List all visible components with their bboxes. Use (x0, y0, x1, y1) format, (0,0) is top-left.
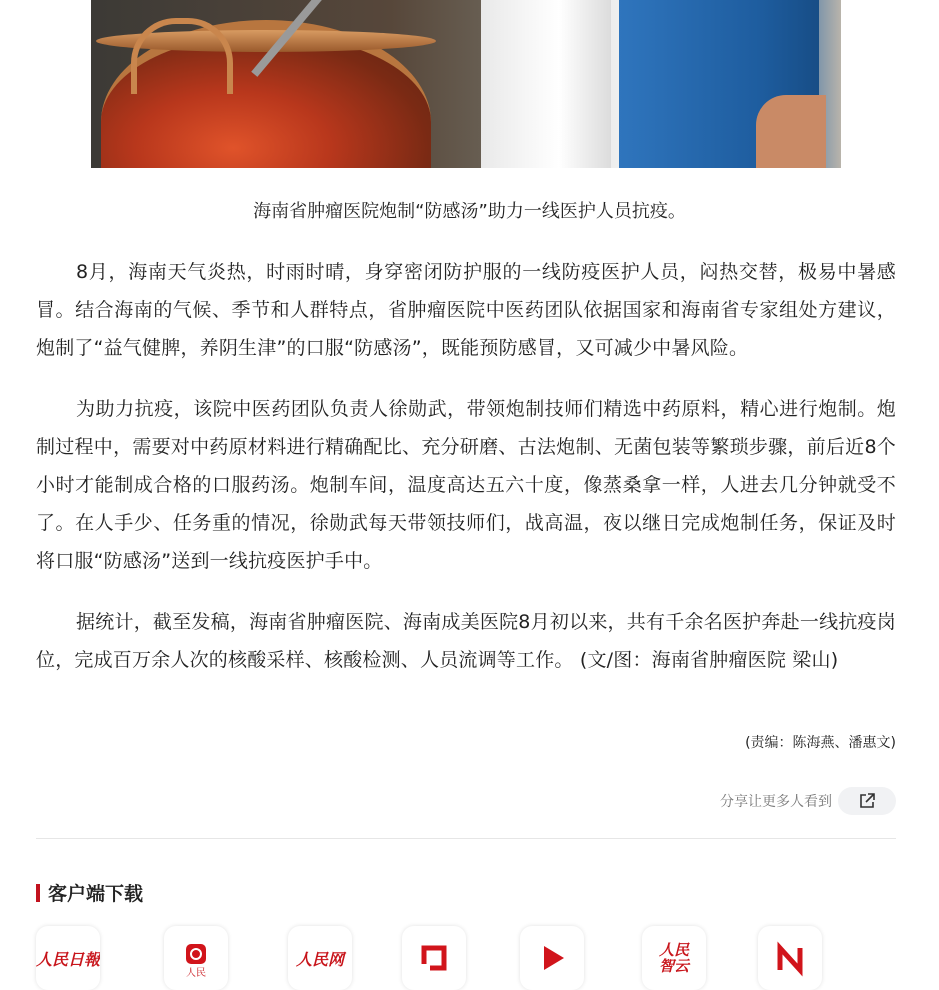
article-paragraph-2: 为助力抗疫，该院中医药团队负责人徐勋武，带领炮制技师们精选中药原料，精心进行炮制。炮制过程中，需要对中药原材料进行精确配比、充分研磨、古法炮制、无菌包装等繁琐步骤，前后近8个小时才能制成合格的口服药汤。炮制车间，温度高达五六十度，像蒸桑拿一样，人进去几分钟就受不了。在人手少、任务重的情况，徐勋武每天带领技师们，战高温，夜以继日完成炮制任务，保证及时将口服“防感汤”送到一线抗疫医护手中。 (36, 398, 896, 572)
people-cn-app[interactable] (288, 926, 352, 990)
article-paragraph-3: 据统计，截至发稿，海南省肿瘤医院、海南成美医院8月初以来，共有千余名医护奔赴一线抗疫岗位，完成百万余人次的核酸采样、核酸检测、人员流调等工作。 (文/图：海南省肿瘤医院 梁山) (36, 611, 896, 671)
people-zhiyun-logo: 人民 智云 (658, 941, 689, 975)
download-title-label: 客户端下载 (48, 883, 144, 905)
app-5[interactable] (520, 926, 584, 990)
download-section-title (36, 879, 143, 906)
article-photo (91, 0, 841, 168)
people-daily-app[interactable] (36, 926, 100, 990)
people-zhiyun-app[interactable] (642, 926, 706, 990)
app-download-list (36, 926, 896, 978)
people-daily-logo: 人民日報 (36, 949, 100, 969)
people-cn-logo: 人民网 (295, 949, 344, 969)
n-logo (770, 938, 810, 978)
share-label: 分享让更多人看到 (720, 794, 832, 810)
editor-credit: (责编：陈海燕、潘惠文) (745, 735, 896, 751)
share-external-icon (858, 792, 876, 810)
article-paragraph-1: 8月，海南天气炎热，时雨时晴，身穿密闭防护服的一线防疫医护人员，闷热交替，极易中暑感冒。结合海南的气候、季节和人群特点，省肿瘤医院中医药团队依据国家和海南省专家组处方建议，炮制了“益气健脾，养阴生津”的口服“防感汤”，既能预防感冒，又可减少中暑风险。 (36, 261, 896, 359)
red-frame-logo (414, 938, 454, 978)
svg-text:人民: 人民 (186, 968, 206, 978)
share-bar (720, 787, 896, 815)
title-accent-bar (36, 884, 40, 902)
share-button[interactable] (838, 787, 896, 815)
section-divider (36, 838, 896, 839)
play-logo (532, 938, 572, 978)
people-app-logo (176, 938, 216, 978)
white-coat (481, 0, 611, 168)
app-7[interactable] (758, 926, 822, 990)
photo-caption: 海南省肿瘤医院炮制“防感汤”助力一线医护人员抗疫。 (253, 201, 686, 222)
app-4[interactable] (402, 926, 466, 990)
people-app[interactable] (164, 926, 228, 990)
